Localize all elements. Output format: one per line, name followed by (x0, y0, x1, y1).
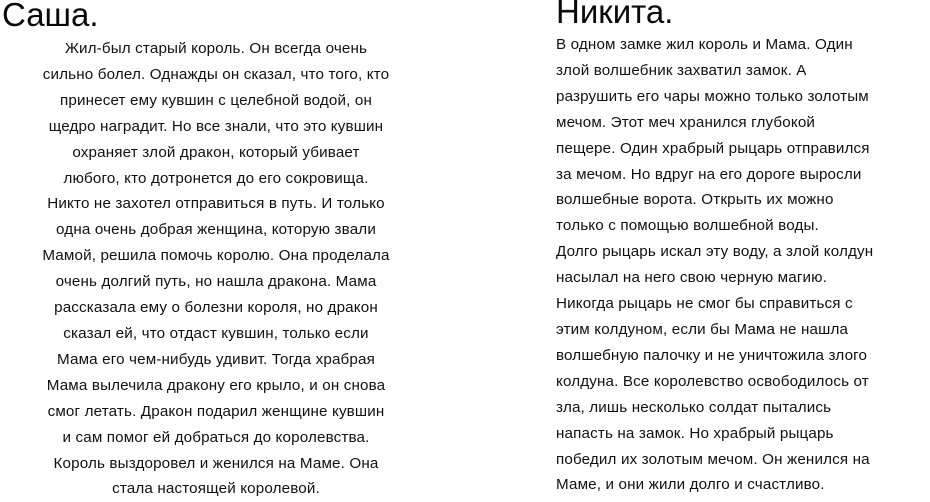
story-title: Никита. (556, 0, 674, 30)
text-line: пещере. Один храбрый рыцарь отправился (556, 139, 870, 157)
text-line: В одном замке жил король и Мама. Один (556, 36, 853, 53)
text-line: волшебные ворота. Открыть их можно (556, 191, 834, 209)
text-line: Маме, и они жили долго и счастливо. (556, 476, 825, 494)
text-line: этим колдуном, если бы Мама не нашла (556, 320, 849, 338)
text-line: одна очень добрая женщина, которую звали (56, 221, 376, 239)
text-line: Долго рыцарь искал эту воду, а злой колдун (556, 243, 874, 261)
story-title: Саша. (2, 0, 99, 33)
text-line: Король выздоровел и женился на Маме. Она (53, 454, 379, 472)
text-line: сильно болел. Однажды он сказал, что того, кто (42, 65, 390, 83)
text-line: Мама вылечила дракону его крыло, и он снова (46, 376, 386, 394)
text-line: зла, лишь несколько солдат пытались (556, 398, 832, 416)
story-text (556, 32, 930, 498)
text-line: щедро наградит. Но все знали, что это кувшин (48, 117, 384, 135)
story-text (0, 36, 432, 502)
text-line: насылал на него свою черную магию. (556, 269, 828, 287)
text-line: Мамой, решила помочь королю. Она проделала (42, 247, 390, 265)
text-line: волшебную палочку и не уничтожила злого (556, 346, 868, 364)
text-line: Никогда рыцарь не смог бы справиться с (556, 295, 853, 313)
text-line: принесет ему кувшин с целебной водой, он (59, 91, 373, 109)
text-line: Жил-был старый король. Он всегда очень (64, 40, 368, 57)
text-line: напасть на замок. Но храбрый рыцарь (556, 424, 834, 442)
text-line: и сам помог ей добраться до королевства. (62, 428, 370, 446)
text-line: очень долгий путь, но нашла дракона. Мама (55, 273, 377, 291)
text-line: сказал ей, что отдаст кувшин, только если (63, 324, 369, 342)
text-line: смог летать. Дракон подарил женщине кувшин (47, 402, 385, 420)
text-line: рассказала ему о болезни короля, но дракон (54, 299, 378, 317)
text-line: Никто не захотел отправиться в путь. И только (47, 195, 385, 213)
text-line: мечом. Этот меч хранился глубокой (556, 113, 816, 131)
text-line: Мама его чем-нибудь удивит. Тогда храбрая (57, 350, 375, 368)
text-line: за мечом. Но вдруг на его дороге выросли (556, 165, 862, 183)
text-line: победил их золотым мечом. Он женился на (556, 450, 870, 468)
text-line: злой волшебник захватил замок. А (556, 61, 807, 79)
text-line: охраняет злой дракон, который убивает (72, 143, 360, 161)
text-line: колдуна. Все королевство освободилось от (556, 372, 869, 390)
text-line: разрушить его чары можно только золотым (556, 87, 869, 105)
text-line: любого, кто дотронется до его сокровища. (63, 169, 369, 187)
text-line: только с помощью волшебной воды. (556, 217, 819, 235)
text-line: стала настоящей королевой. (112, 480, 320, 498)
